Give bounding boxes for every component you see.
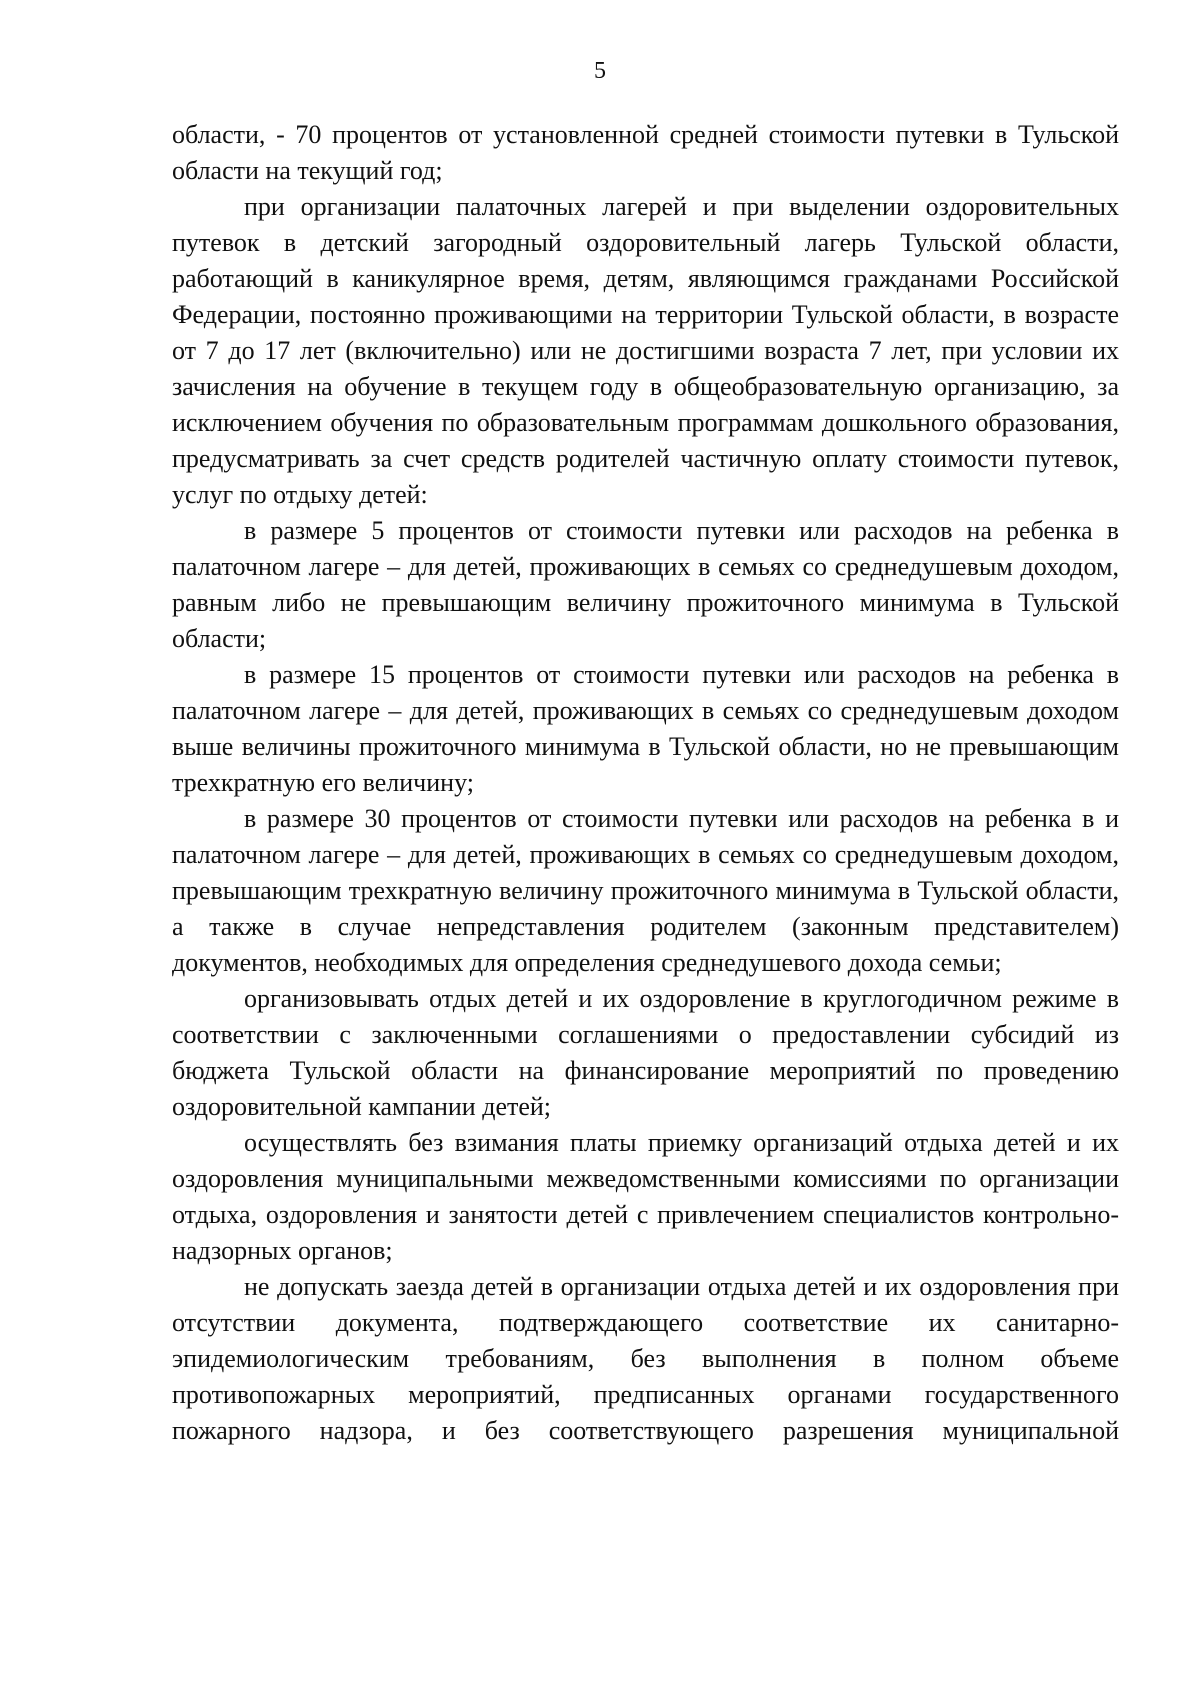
paragraph-camps-payment: при организации палаточных лагерей и при выделении оздоровительных путевок в детский загородный оздоровительный лагерь Тульской области, работающий в каникулярное время, детям, являющимся гражданами Российской Федерации, постоянно проживающими на территории Тульской области, в возрасте от 7 до 17 лет (включительно) или не достигшими возраста 7 лет, при условии их зачисления на обучение в текущем году в общеобразовательную организацию, за исключением обучения по образовательным программам дошкольного образования, предусматривать за счет средств родителей частичную оплату стоимости путевок, услуг по отдыху детей: xyxy=(172,192,1119,509)
paragraph-inspection: осуществлять без взимания платы приемку организаций отдыха детей и их оздоровления муниципальными межведомственными комиссиями по организации отдыха, оздоровления и занятости детей с привлечением специалистов контрольно-надзорных органов; xyxy=(172,1128,1119,1265)
paragraph-5-percent: в размере 5 процентов от стоимости путевки или расходов на ребенка в палаточном лагере – для детей, проживающих в семьях со среднедушевым доходом, равным либо не превышающим величину прожиточного минимума в Тульской области; xyxy=(172,516,1119,653)
paragraph-admission: не допускать заезда детей в организации отдыха детей и их оздоровления при отсутствии документа, подтверждающего соответствие их санитарно-эпидемиологическим требованиям, без выполнения в полном объеме противопожарных мероприятий, предписанных органами государственного пожарного надзора, и без соответствующего разрешения муниципальной xyxy=(172,1272,1119,1445)
paragraph-30-percent: в размере 30 процентов от стоимости путевки или расходов на ребенка в и палаточном лагере – для детей, проживающих в семьях со среднедушевым доходом, превышающим трехкратную величину прожиточного минимума в Тульской области, а также в случае непредставления родителем (законным представителем) документов, необходимых для определения среднедушевого дохода семьи; xyxy=(172,804,1119,977)
document-body xyxy=(172,117,1119,1449)
paragraph-15-percent: в размере 15 процентов от стоимости путевки или расходов на ребенка в палаточном лагере – для детей, проживающих в семьях со среднедушевым доходом выше величины прожиточного минимума в Тульской области, но не превышающим трехкратную его величину; xyxy=(172,660,1119,797)
paragraph-continuation: области, - 70 процентов от установленной средней стоимости путевки в Тульской области на текущий год; xyxy=(172,120,1119,185)
page-number: 5 xyxy=(594,58,606,84)
paragraph-year-round: организовывать отдых детей и их оздоровление в круглогодичном режиме в соответствии с заключенными соглашениями о предоставлении субсидий из бюджета Тульской области на финансирование мероприятий по проведению оздоровительной кампании детей; xyxy=(172,984,1119,1121)
